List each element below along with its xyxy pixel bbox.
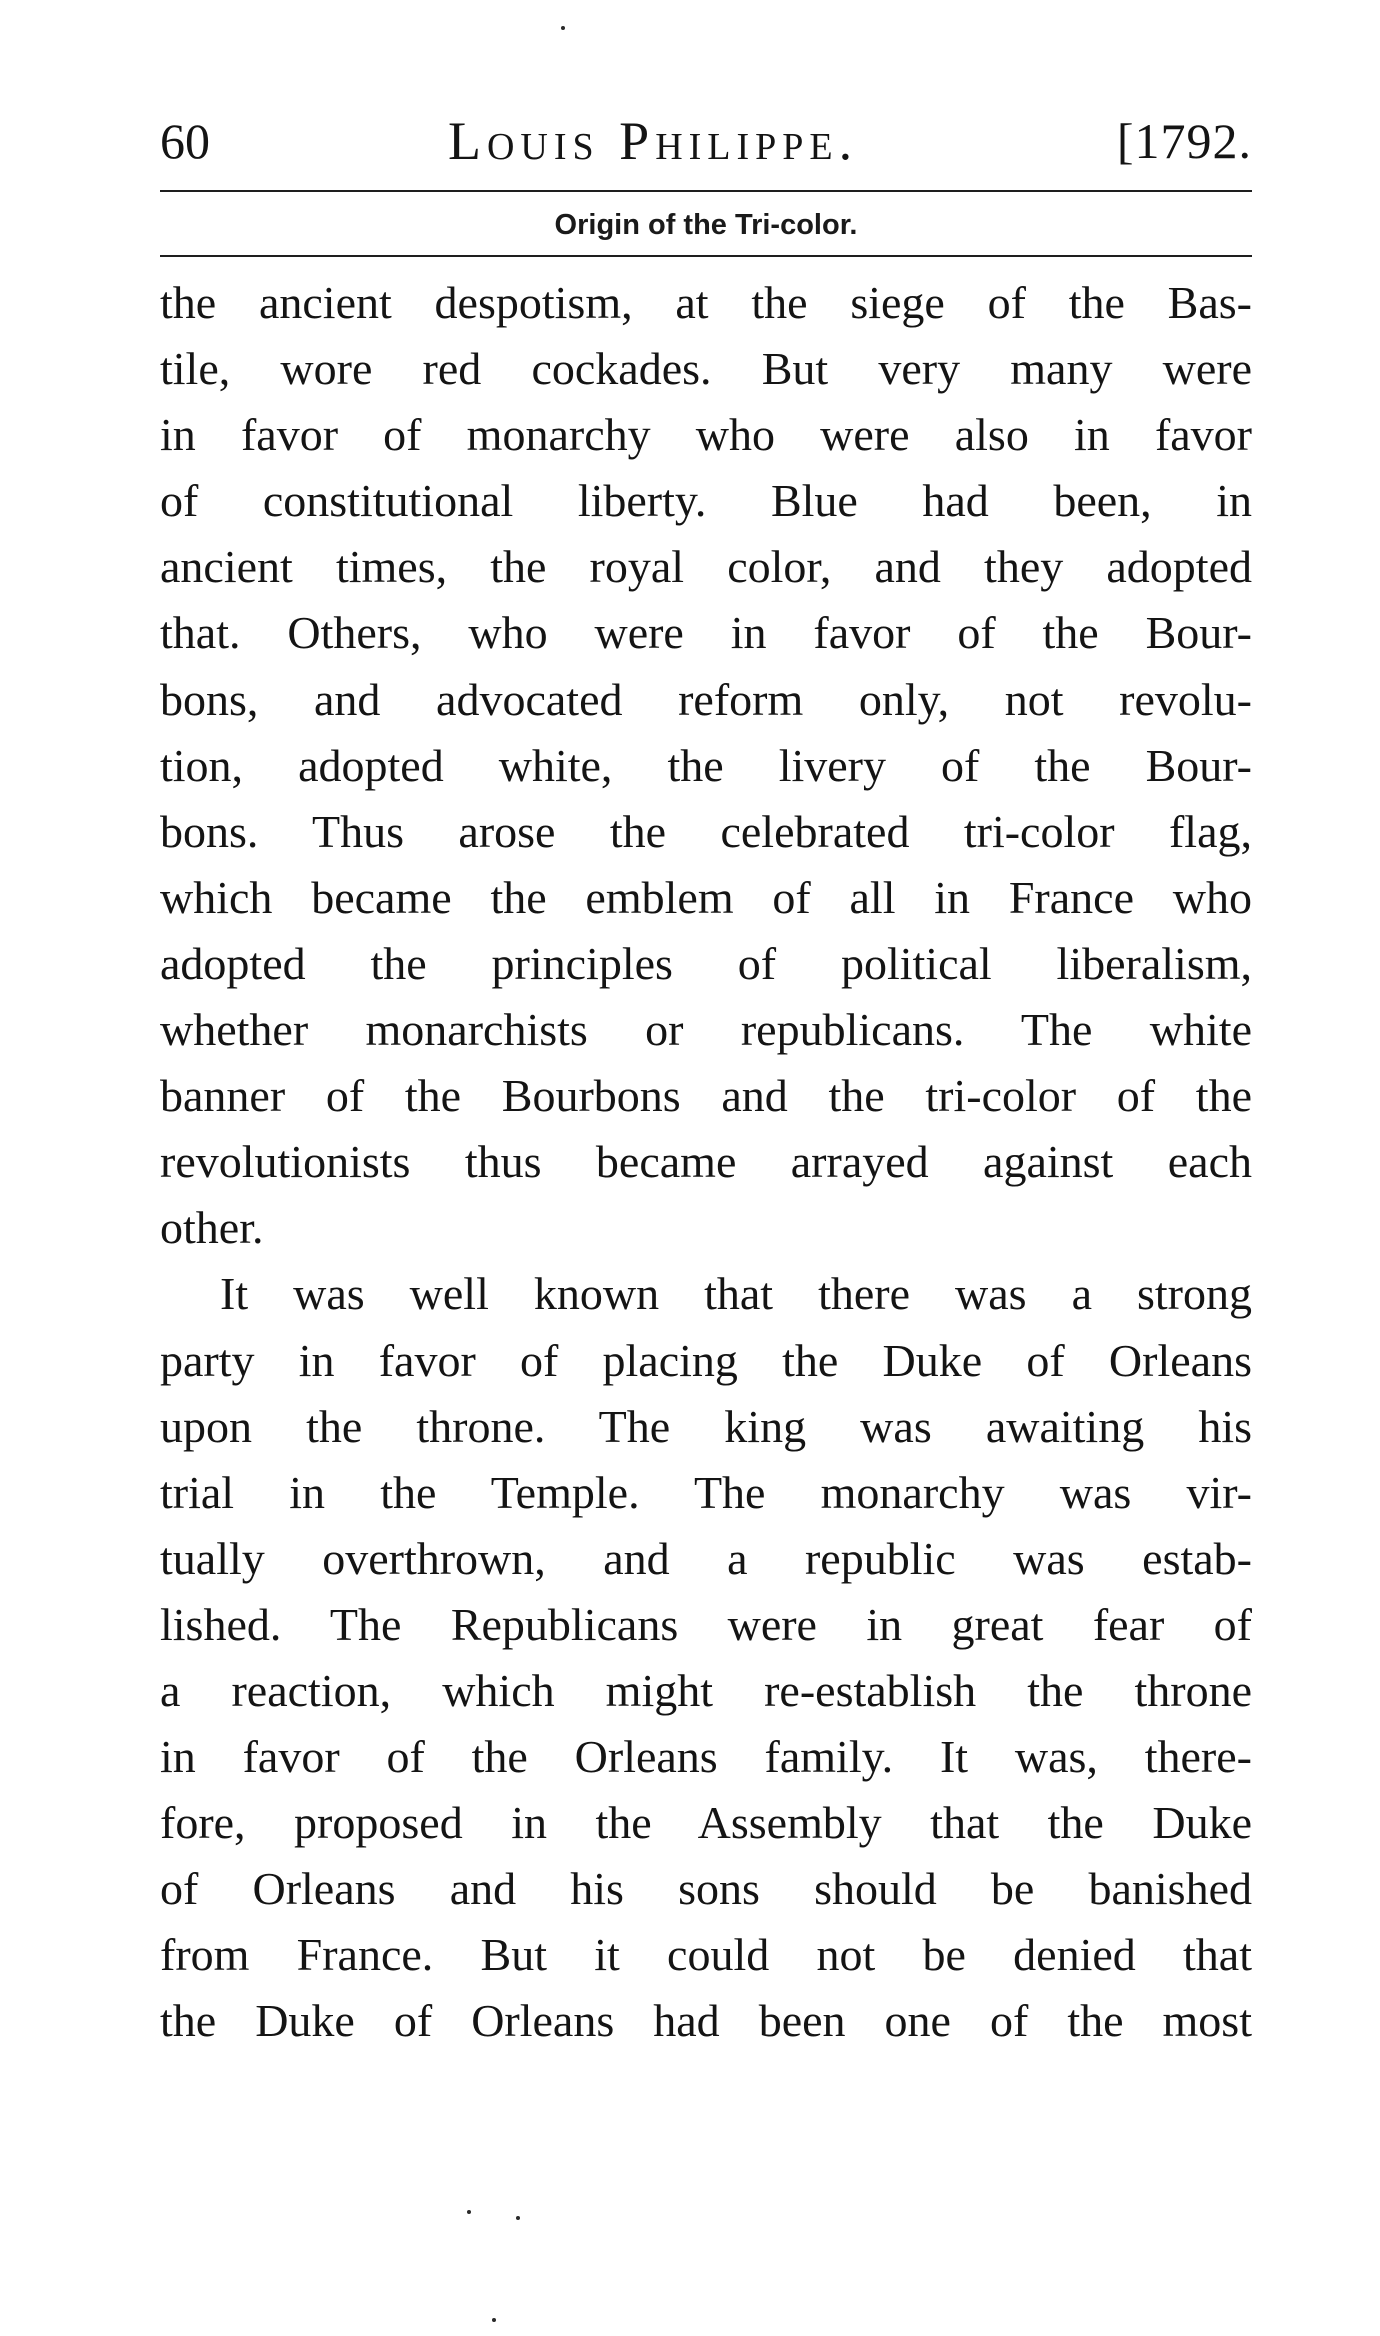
running-date: [1792. — [1116, 113, 1252, 169]
text-line: tion, adopted white, the livery of the Bour- — [160, 739, 1252, 791]
text-line: revolutionists thus became arrayed against each — [160, 1136, 1252, 1188]
running-title: Louis Philippe. — [448, 111, 859, 171]
text-line: the Duke of Orleans had been one of the most — [160, 1995, 1252, 2047]
text-line: party in favor of placing the Duke of Orleans — [160, 1334, 1252, 1386]
header-rule-top — [160, 190, 1252, 192]
header-rule-bottom — [160, 255, 1252, 257]
text-line: ancient times, the royal color, and they adopted — [160, 541, 1252, 593]
text-line: banner of the Bourbons and the tri-color of the — [160, 1070, 1252, 1122]
section-subheading: Origin of the Tri-color. — [554, 209, 858, 241]
text-line: that. Others, who were in favor of the Bour- — [160, 607, 1252, 659]
paragraph-1 — [160, 270, 1252, 1261]
text-line: fore, proposed in the Assembly that the Duke — [160, 1797, 1252, 1849]
text-line: from France. But it could not be denied that — [160, 1929, 1252, 1981]
text-line: It was well known that there was a strong — [220, 1268, 1252, 1320]
text-line: of constitutional liberty. Blue had been, in — [160, 475, 1252, 527]
text-line: whether monarchists or republicans. The white — [160, 1004, 1252, 1056]
page-number: 60 — [160, 113, 210, 169]
text-line: lished. The Republicans were in great fear of — [160, 1598, 1252, 1650]
text-line: in favor of monarchy who were also in favor — [160, 409, 1252, 461]
text-line: of Orleans and his sons should be banished — [160, 1863, 1252, 1915]
body-text — [160, 270, 1252, 2055]
scan-speck — [516, 2216, 520, 2220]
text-line: tile, wore red cockades. But very many were — [160, 343, 1252, 395]
text-line: which became the emblem of all in France who — [160, 871, 1252, 923]
scan-speck — [561, 26, 565, 30]
text-line: bons, and advocated reform only, not revolu- — [160, 673, 1252, 725]
scan-speck — [467, 2210, 471, 2214]
running-head — [160, 106, 1252, 186]
text-line: trial in the Temple. The monarchy was vir- — [160, 1466, 1252, 1518]
text-line: in favor of the Orleans family. It was, there- — [160, 1731, 1252, 1783]
scan-speck — [492, 2318, 496, 2322]
text-line: a reaction, which might re-establish the throne — [160, 1664, 1252, 1716]
text-line: upon the throne. The king was awaiting his — [160, 1400, 1252, 1452]
text-line: tually overthrown, and a republic was estab- — [160, 1532, 1252, 1584]
paragraph-2 — [160, 1261, 1252, 2054]
text-line: the ancient despotism, at the siege of the Bas- — [160, 277, 1252, 328]
text-line: bons. Thus arose the celebrated tri-color flag, — [160, 805, 1252, 857]
text-line: adopted the principles of political liberalism, — [160, 937, 1252, 989]
text-line: other. — [160, 1202, 264, 1254]
